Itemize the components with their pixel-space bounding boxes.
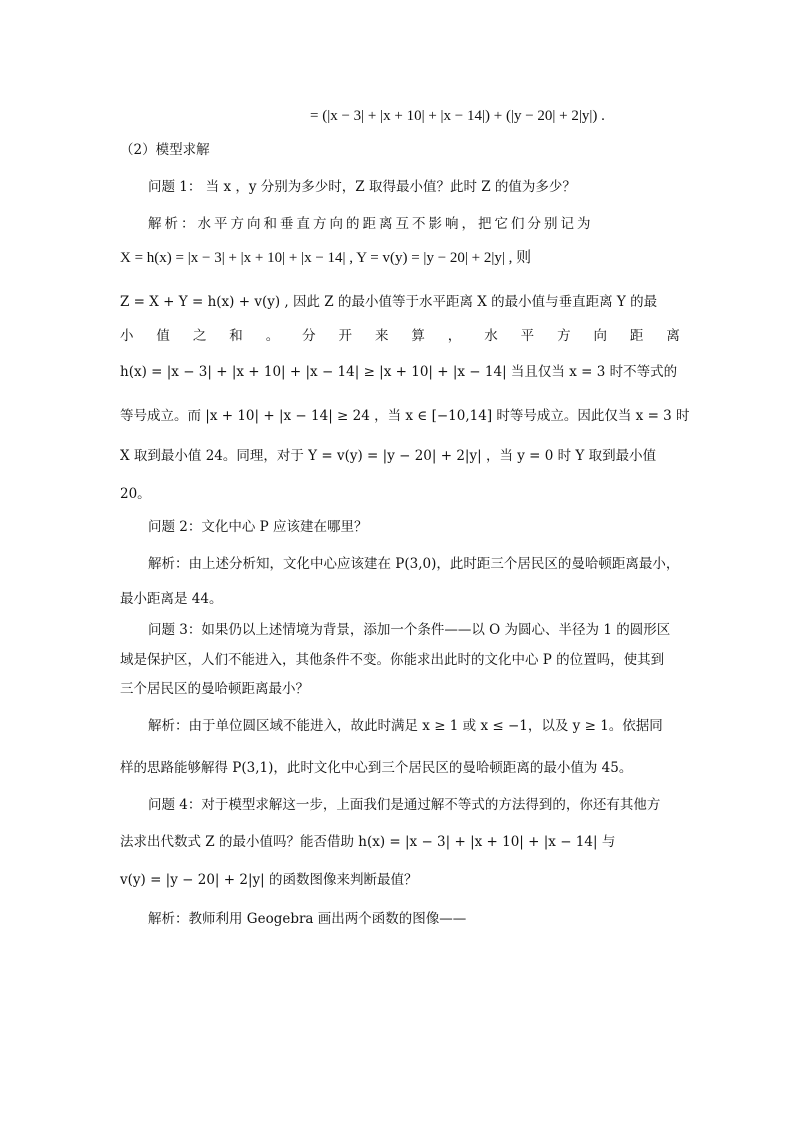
question-4: 问题 4：对于模型求解这一步，上面我们是通过解不等式的方法得到的，你还有其他方	[148, 797, 661, 813]
analysis-3: 解析：由于单位圆区域不能进入，故此时满足 x ≥ 1 或 x ≤ −1，以及 y ≥ 1。依据同	[148, 718, 663, 734]
question-1: 问题 1： 当 x ，y 分别为多少时，Z 取得最小值？此时 Z 的值为多少？	[148, 179, 576, 195]
text-line: 域是保护区，人们不能进入，其他条件不变。你能求出此时的文化中心 P 的位置吗，使其到	[120, 652, 665, 668]
text-line: v(y) = |y − 20| + 2|y| 的函数图像来判断最值？	[120, 872, 418, 888]
equation-line: = (|x − 3| + |x + 10| + |x − 14|) + (|y − 20| + 2|y|) .	[310, 108, 605, 124]
spread-line: 小 值 之 和 。 分 开 来 算 ， 水 平 方 向 距 离	[120, 328, 680, 344]
text-line: 样的思路能够解得 P(3,1)，此时文化中心到三个居民区的曼哈顿距离的最小值为 45。	[120, 760, 633, 776]
text-line: 法求出代数式 Z 的最小值吗？能否借助 h(x) = |x − 3| + |x + 10| + |x − 14| 与	[120, 834, 616, 850]
text-line: X 取到最小值 24。同理，对于 Y = v(y) = |y − 20| + 2|y| ，当 y = 0 时 Y 取到最小值	[120, 448, 657, 464]
text-line: 20。	[120, 486, 151, 502]
question-3: 问题 3：如果仍以上述情境为背景，添加一个条件——以 O 为圆心、半径为 1 的圆形区	[148, 622, 671, 638]
text-line: 三个居民区的曼哈顿距离最小？	[120, 681, 309, 697]
text-line: 最小距离是 44。	[120, 591, 223, 607]
question-2: 问题 2：文化中心 P 应该建在哪里？	[148, 519, 368, 535]
text-line: Z = X + Y = h(x) + v(y) , 因此 Z 的最小值等于水平距离 X 的最小值与垂直距离 Y 的最	[120, 294, 658, 310]
analysis-2: 解析：由上述分析知，文化中心应该建在 P(3,0)，此时距三个居民区的曼哈顿距离最小，	[148, 556, 680, 572]
analysis-1: 解析：水平方向和垂直方向的距离互不影响，把它们分别记为	[148, 216, 594, 232]
equation-xy: X = h(x) = |x − 3| + |x + 10| + |x − 14| , Y = v(y) = |y − 20| + 2|y| , 则	[120, 250, 532, 266]
text-line: h(x) = |x − 3| + |x + 10| + |x − 14| ≥ |x + 10| + |x − 14| 当且仅当 x = 3 时不等式的	[120, 364, 678, 380]
section-heading: （2）模型求解	[120, 142, 210, 158]
text-line: 等号成立。而 |x + 10| + |x − 14| ≥ 24 ，当 x ∈ [−10,14] 时等号成立。因此仅当 x = 3 时	[120, 408, 690, 424]
analysis-4: 解析：教师利用 Geogebra 画出两个函数的图像——	[148, 911, 467, 927]
